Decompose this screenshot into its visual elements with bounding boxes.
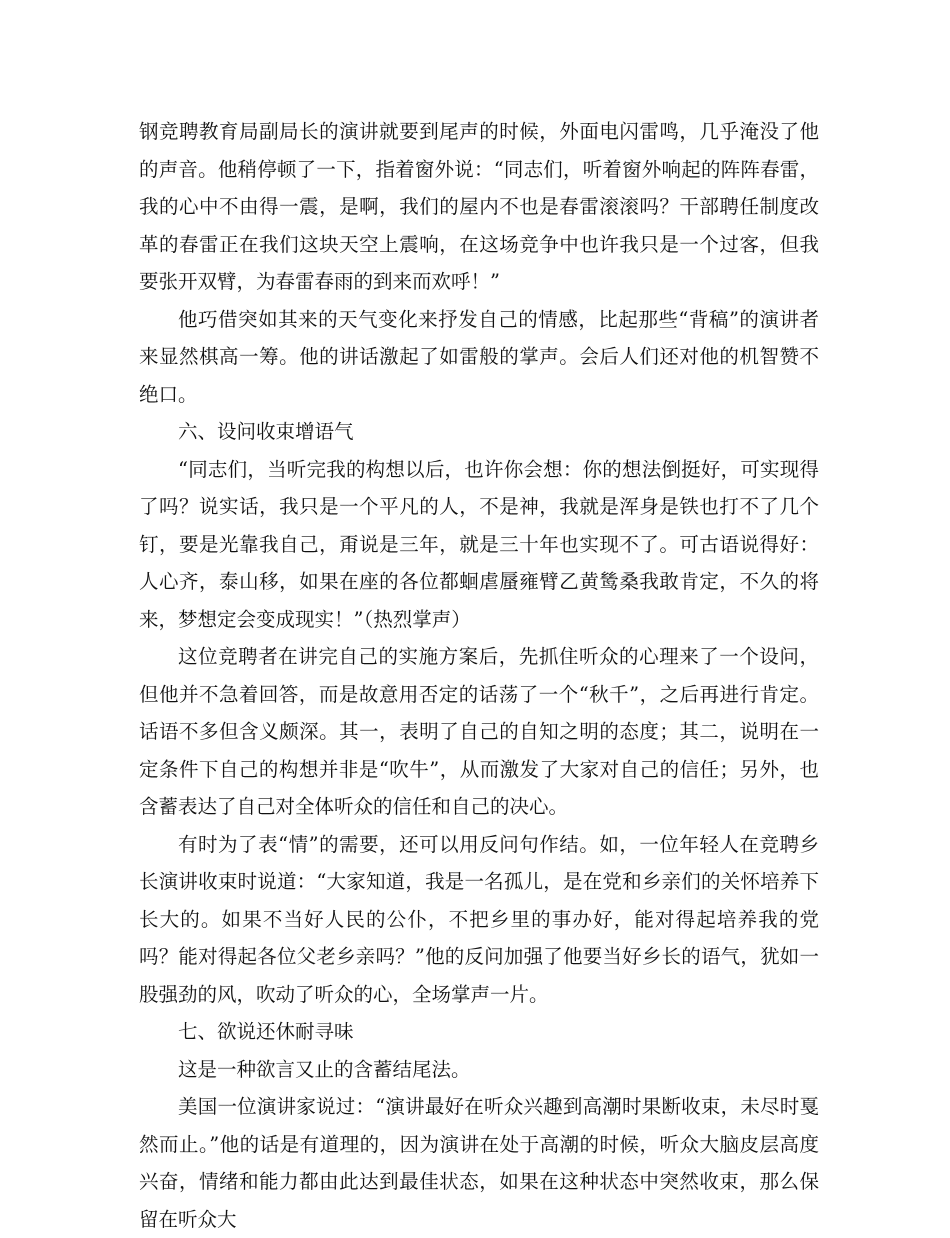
paragraph-quote-1: “同志们，当听完我的构想以后，也许你会想：你的想法倒挺好，可实现得了吗？说实话，我只是一个平凡的人，不是神，我就是浑身是铁也打不了几个钉，要是光靠我自己，甭说是三年，就是三十年也实现不了。可古语说得好：人心齐，泰山移，如果在座的各位都蛔虐蜃雍臂乙黄鸶桑我敢肯定，不久的将来，梦想定会变成现实！”（热烈掌声） <box>139 457 819 631</box>
paragraph-6: 美国一位演讲家说过：“演讲最好在听众兴趣到高潮时果断收束，未尽时戛然而止。”他的话是有道理的，因为演讲在处于高潮的时候，听众大脑皮层高度兴奋，情绪和能力都由此达到最佳状态，如果在这种状态中突然收束，那么保留在听众大 <box>139 1095 819 1231</box>
paragraph-1: 钢竞聘教育局副局长的演讲就要到尾声的时候，外面电闪雷鸣，几乎淹没了他的声音。他稍停顿了一下，指着窗外说：“同志们，听着窗外响起的阵阵春雷，我的心中不由得一震，是啊，我们的屋内不也是春雷滚滚吗？干部聘任制度改革的春雷正在我们这块天空上震响，在这场竞争中也许我只是一个过客，但我要张开双臂，为春雷春雨的到来而欢呼！” <box>139 120 819 293</box>
section-heading-7: 七、欲说还休耐寻味 <box>178 1020 354 1043</box>
paragraph-5: 这是一种欲言又止的含蓄结尾法。 <box>178 1057 471 1081</box>
section-heading-6: 六、设问收束增语气 <box>178 420 354 443</box>
paragraph-3: 这位竞聘者在讲完自己的实施方案后，先抓住听众的心理来了一个设问，但他并不急着回答，而是故意用否定的话荡了一个“秋千”，之后再进行肯定。话语不多但含义颇深。其一，表明了自己的自知之明的态度；其二，说明在一定条件下自己的构想并非是“吹牛”，从而激发了大家对自己的信任；另外，也含蓄表达了自己对全体听众的信任和自己的决心。 <box>139 645 819 818</box>
paragraph-4: 有时为了表“情”的需要，还可以用反问句作结。如，一位年轻人在竞聘乡长演讲收束时说道：“大家知道，我是一名孤儿，是在党和乡亲们的关怀培养下长大的。如果不当好人民的公仆，不把乡里的事办好，能对得起培养我的党吗？能对得起各位父老乡亲吗？”他的反问加强了他要当好乡长的语气，犹如一股强劲的风，吹动了听众的心，全场掌声一片。 <box>139 832 819 1006</box>
paragraph-2: 他巧借突如其来的天气变化来抒发自己的情感，比起那些“背稿”的演讲者来显然棋高一筹。他的讲话激起了如雷般的掌声。会后人们还对他的机智赞不绝口。 <box>139 307 819 406</box>
document-body <box>139 113 819 1238</box>
